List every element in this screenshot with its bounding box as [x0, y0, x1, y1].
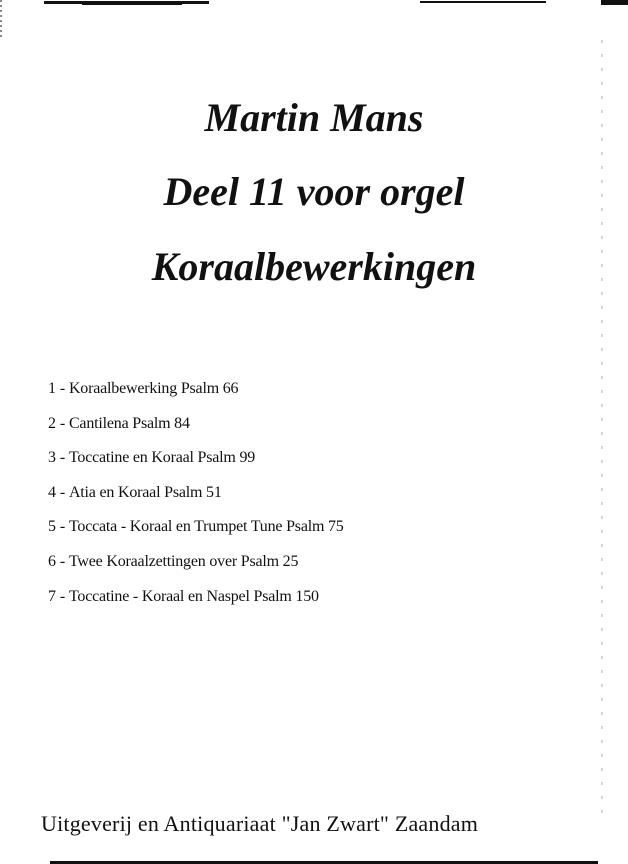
item-separator: -	[59, 483, 65, 501]
subtitle: Koraalbewerkingen	[151, 244, 477, 289]
item-separator: -	[59, 414, 65, 432]
contents-item	[48, 580, 344, 615]
item-title: Koraalbewerking Psalm 66	[68, 380, 239, 397]
item-separator: -	[59, 518, 65, 536]
item-number: 5	[48, 518, 56, 536]
item-title: Toccatine - Koraal en Naspel Psalm 150	[68, 587, 319, 605]
item-separator: -	[59, 587, 65, 605]
item-number: 2	[48, 414, 56, 432]
contents-item	[48, 510, 344, 545]
contents-item	[48, 476, 344, 511]
scan-artifact-top-line	[420, 1, 546, 3]
title-block	[0, 92, 628, 293]
item-title: Toccatine en Koraal Psalm 99	[68, 449, 256, 467]
item-number: 4	[48, 483, 56, 501]
item-title: Toccata - Koraal en Trumpet Tune Psalm 75	[68, 518, 344, 536]
publisher-line: Uitgeverij en Antiquariaat "Jan Zwart" Zaandam	[41, 811, 479, 836]
item-title: Cantilena Psalm 84	[68, 414, 190, 432]
composer-name: Martin Mans	[204, 95, 424, 140]
item-separator: -	[59, 552, 65, 570]
item-separator: -	[59, 449, 65, 467]
contents-item	[48, 407, 344, 442]
item-title: Twee Koraalzettingen over Psalm 25	[68, 552, 299, 570]
contents-item	[48, 545, 344, 580]
scan-artifact-left-edge	[0, 0, 2, 40]
contents-item	[48, 441, 344, 476]
item-number: 1	[48, 380, 56, 397]
item-number: 7	[48, 587, 56, 605]
scan-artifact-top-line	[82, 1, 182, 5]
contents-item	[48, 372, 344, 407]
volume-title: Deel 11 voor orgel	[163, 169, 465, 214]
contents-list	[48, 372, 344, 614]
item-separator: -	[59, 380, 65, 397]
item-number: 3	[48, 449, 56, 467]
item-number: 6	[48, 552, 56, 570]
item-title: Atia en Koraal Psalm 51	[68, 483, 222, 501]
scan-artifact-corner	[601, 0, 628, 5]
